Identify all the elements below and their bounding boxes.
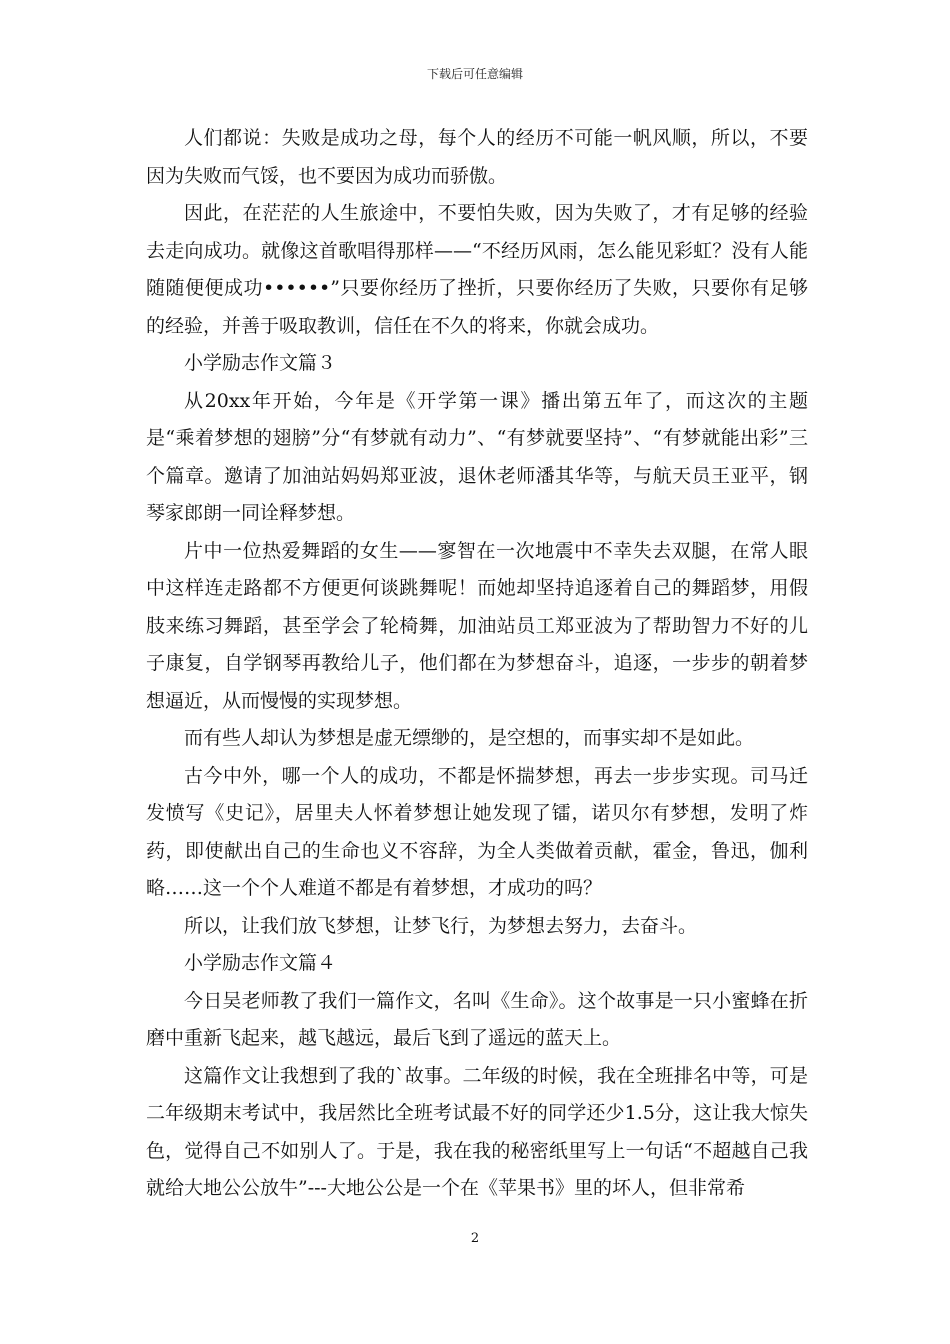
paragraph: 因此，在茫茫的人生旅途中，不要怕失败，因为失败了，才有足够的经验去走向成功。就像这首歌唱得那样——“不经历风雨，怎么能见彩虹？没有人能随随便便成功••••••”只要你经历了挫折，只要你经历了失败，只要你有足够的经验，并善于吸取教训，信任在不久的将来，你就会成功。 xyxy=(146,202,808,337)
paragraph: 片中一位热爱舞蹈的女生——寥智在一次地震中不幸失去双腿，在常人眼中这样连走路都不方便更何谈跳舞呢！而她却坚持追逐着自己的舞蹈梦，用假肢来练习舞蹈，甚至学会了轮椅舞，加油站员工郑亚波为了帮助智力不好的儿子康复，自学钢琴再教给儿子，他们都在为梦想奋斗，追逐，一步步的朝着梦想逼近，从而慢慢的实现梦想。 xyxy=(146,539,808,712)
page-header: 下载后可任意编辑 xyxy=(426,67,523,81)
paragraph: 而有些人却认为梦想是虚无缥缈的，是空想的，而事实却不是如此。 xyxy=(184,727,755,749)
paragraph: 从20xx年开始，今年是《开学第一课》播出第五年了，而这次的主题是“乘着梦想的翅膀”分“有梦就有动力”、“有梦就要坚持”、“有梦就能出彩”三个篇章。邀请了加油站妈妈郑亚波，退休老师潘其华等，与航天员王亚平，钢琴家郎朗一同诠释梦想。 xyxy=(146,389,808,524)
paragraph: 今日吴老师教了我们一篇作文，名叫《生命》。这个故事是一只小蜜蜂在折磨中重新飞起来，越飞越远，最后飞到了遥远的蓝天上。 xyxy=(146,989,808,1049)
paragraph: 人们都说：失败是成功之母，每个人的经历不可能一帆风顺，所以，不要因为失败而气馁，也不要因为成功而骄傲。 xyxy=(146,127,808,187)
section-heading: 小学励志作文篇３ xyxy=(184,352,337,374)
paragraph: 古今中外，哪一个人的成功，不都是怀揣梦想，再去一步步实现。司马迁发愤写《史记》，居里夫人怀着梦想让她发现了镭，诺贝尔有梦想，发明了炸药，即使献出自己的生命也义不容辞，为全人类做着贡献，霍金，鲁迅，伽利略……这一个个人难道不都是有着梦想，才成功的吗？ xyxy=(146,764,808,899)
section-heading: 小学励志作文篇４ xyxy=(184,952,337,974)
paragraph: 所以，让我们放飞梦想，让梦飞行，为梦想去努力，去奋斗。 xyxy=(184,914,698,937)
document-body xyxy=(146,120,808,1208)
paragraph: 这篇作文让我想到了我的`故事。二年级的时候，我在全班排名中等，可是二年级期末考试中，我居然比全班考试最不好的同学还少1.5分，这让我大惊失色，觉得自己不如别人了。于是，我在我的秘密纸里写上一句话“不超越自己我就给大地公公放牛”---大地公公是一个在《苹果书》里的坏人，但非常希 xyxy=(146,1064,808,1199)
page-number: 2 xyxy=(470,1231,480,1246)
